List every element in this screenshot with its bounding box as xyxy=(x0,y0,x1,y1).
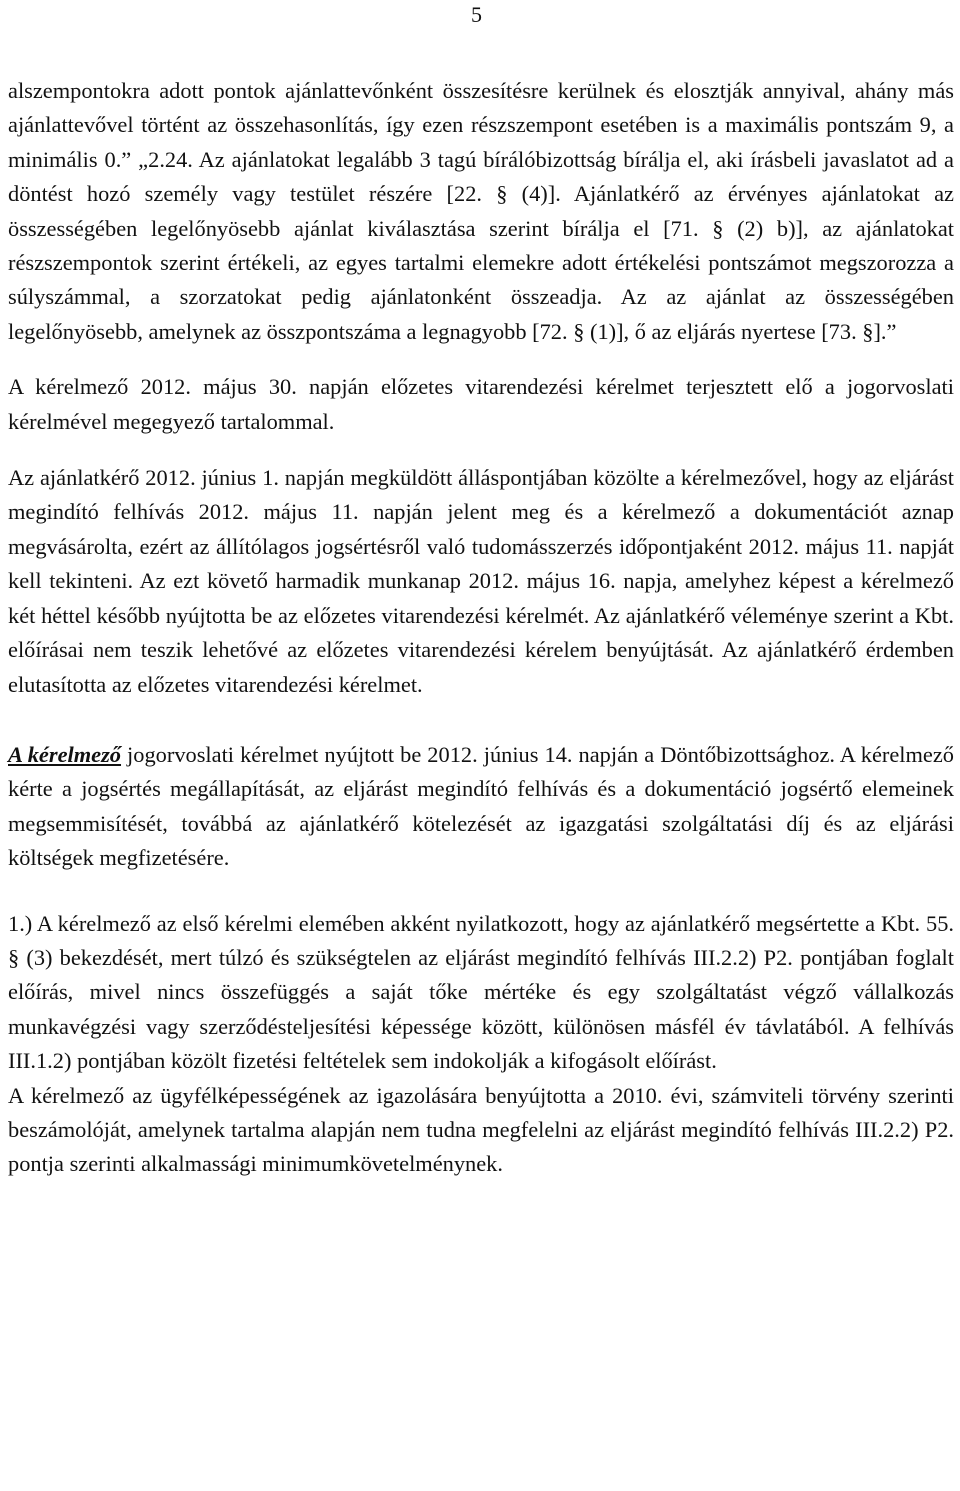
paragraph-preliminary-dispute-request: A kérelmező 2012. május 30. napján előzetes vitarendezési kérelmet terjesztett elő a jogorvoslati kérelmével megegyező tartalommal. xyxy=(8,374,954,434)
paragraph-evaluation-rules: alszempontokra adott pontok ajánlattevőnként összesítésre kerülnek és elosztják annyival, ahány más ajánlattevővel történt az összehasonlítás, így ezen részszempont esetében is a maximális pontszám 9, a minimális 0.” „2.24. Az ajánlatokat legalább 3 tagú bírálóbizottság bírálja el, aki írásbeli javaslatot ad a döntést hozó személy vagy testület részére [22. § (4)]. Ajánlatkérő az érvényes ajánlatokat az összességében legelőnyösebb ajánlat kiválasztása szerint bírálja el [71. § (2) b)], az ajánlatokat részszempontok szerint értékeli, az egyes tartalmi elemekre adott értékelési pontszámot megszorozza a súlyszámmal, a szorzatokat pedig ajánlatonként összeadja. Az az ajánlat az összességében legelőnyösebb, amelynek az összpontszáma a legnagyobb [72. § (1)], ő az eljárás nyertese [73. §].” xyxy=(8,78,954,344)
paragraph-first-request-element: 1.) A kérelmező az első kérelmi elemében akként nyilatkozott, hogy az ajánlatkérő megsértette a Kbt. 55. § (3) bekezdését, mert túlzó és szükségtelen az eljárást megindító felhívás III.2.2) P2. pontjában foglalt előírás, mivel nincs összefüggés a saját tőke mértéke és egy szolgáltatást végző vállalkozás munkavégzési vagy szerződésteljesítési képessége között, különösen másfél év távlatából. A felhívás III.1.2) pontjában közölt fizetési feltételek sem indokolják a kifogásolt előírást. xyxy=(8,910,954,1074)
paragraph-legal-remedy-request xyxy=(8,738,954,876)
document-body xyxy=(8,74,954,1182)
paragraph-contracting-authority-position: Az ajánlatkérő 2012. június 1. napján megküldött álláspontjában közölte a kérelmezővel, hogy az eljárást megindító felhívás 2012. május 11. napján jelent meg és a kérelmező a dokumentációt aznap megvásárolta, ezért az állítólagos jogsértésről való tudomásszerzés időpontjaként 2012. május 11. napját kell tekinteni. Az ezt követő harmadik munkanap 2012. május 16. napja, amelyhez képest a kérelmező két héttel később nyújtotta be az előzetes vitarendezési kérelmét. Az ajánlatkérő véleménye szerint a Kbt. előírásai nem teszik lehetővé az előzetes vitarendezési kérelem benyújtását. Az ajánlatkérő érdemben elutasította az előzetes vitarendezési kérelmet. xyxy=(8,465,954,697)
legal-remedy-text: jogorvoslati kérelmet nyújtott be 2012. június 14. napján a Döntőbizottsághoz. A kérelmező kérte a jogsértés megállapítását, az eljárást megindító felhívás és a dokumentáció jogsértő elemeinek megsemmisítését, továbbá az ajánlatkérő kötelezését az igazgatási szolgáltatási díj és az eljárási költségek megfizetésére. xyxy=(8,741,954,871)
paragraph-client-capacity: A kérelmező az ügyfélképességének az igazolására benyújtotta a 2010. évi, számviteli törvény szerinti beszámolóját, amelynek tartalma alapján nem tudna megfelelni az eljárást megindító felhívás III.2.2) P2. pontja szerinti alkalmassági minimumkövetelménynek. xyxy=(8,1082,954,1177)
applicant-emphasis: A kérelmező xyxy=(8,741,122,767)
page-number: 5 xyxy=(471,2,482,27)
